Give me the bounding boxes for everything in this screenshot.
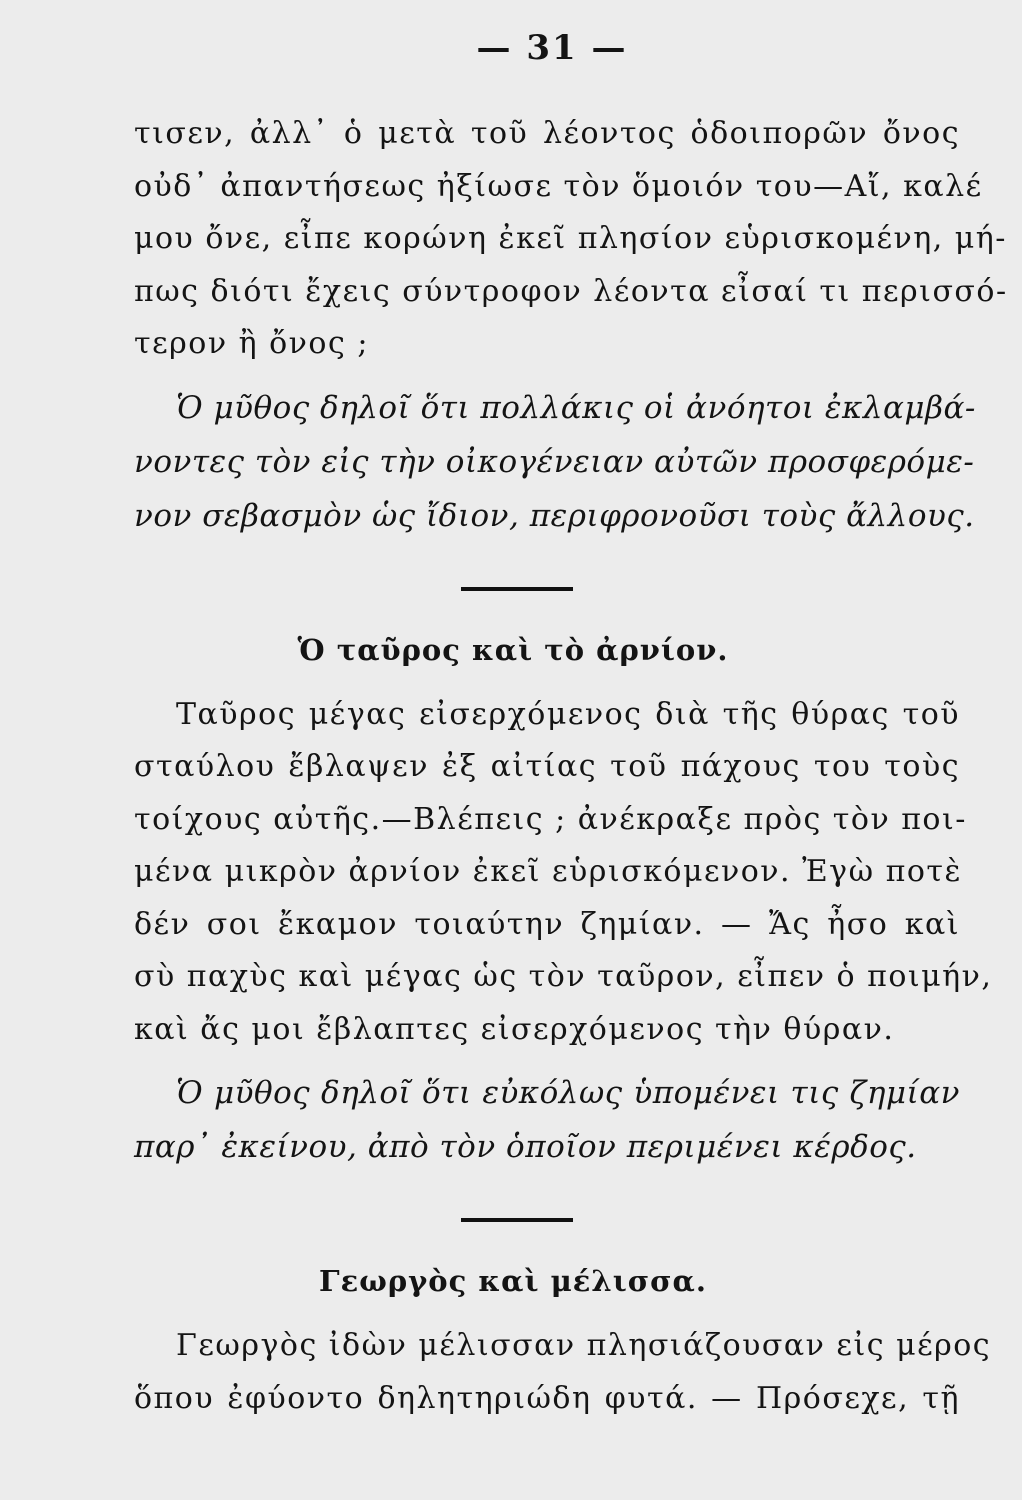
text-line: τοίχους αὐτῆς.—Βλέπεις ; ἀνέκραξε πρὸς τὸν ποι- xyxy=(134,801,967,837)
fable-body xyxy=(134,1320,992,1425)
section-divider xyxy=(461,587,573,591)
moral-line: Ὁ μῦθος δηλοῖ ὅτι εὐκόλως ὑπομένει τις ζημίαν xyxy=(176,1075,960,1111)
text-line: καὶ ἄς μοι ἔβλαπτες εἰσερχόμενος τὴν θύραν. xyxy=(134,1011,895,1047)
moral-line: παρ᾿ ἐκείνου, ἀπὸ τὸν ὁποῖον περιμένει κέρδος. xyxy=(134,1129,917,1165)
fable-continuation xyxy=(134,108,1008,371)
text-line: σὺ παχὺς καὶ μέγας ὡς τὸν ταῦρον, εἶπεν ὁ ποιμήν, xyxy=(134,959,993,994)
text-line: δέν σοι ἔκαμον τοιαύτην ζημίαν. — Ἄς ἦσο καὶ xyxy=(134,906,960,942)
text-line: Ταῦρος μέγας εἰσερχόμενος διὰ τῆς θύρας τοῦ xyxy=(176,696,960,732)
fable-body xyxy=(134,689,993,1057)
page-number: — 31 — xyxy=(476,28,628,68)
text-line: ὅπου ἐφύοντο δηλητηριώδη φυτά. — Πρόσεχε, τῇ xyxy=(134,1380,960,1416)
text-line: Γεωργὸς ἰδὼν μέλισσαν πλησιάζουσαν εἰς μέρος xyxy=(176,1328,992,1363)
fable-title: Ὁ ταῦρος καὶ τὸ ἀρνίον. xyxy=(297,632,729,667)
text-line: τισεν, ἀλλ᾿ ὁ μετὰ τοῦ λέοντος ὁδοιπορῶν ὄνος xyxy=(134,116,960,151)
fable-moral xyxy=(134,1066,960,1174)
text-line: τερον ἢ ὄνος ; xyxy=(134,326,369,361)
fable-moral xyxy=(134,381,976,543)
moral-line: νον σεβασμὸν ὡς ἴδιον, περιφρονοῦσι τοὺς ἄλλους. xyxy=(134,497,975,534)
text-line: πως διότι ἔχεις σύντροφον λέοντα εἶσαί τι περισσό- xyxy=(134,273,1008,309)
text-line: οὐδ᾿ ἀπαντήσεως ἠξίωσε τὸν ὅμοιόν του—Αἴ, καλέ xyxy=(134,168,983,204)
moral-line: νοντες τὸν εἰς τὴν οἰκογένειαν αὐτῶν προσφερόμε- xyxy=(134,443,975,480)
moral-line: Ὁ μῦθος δηλοῖ ὅτι πολλάκις οἱ ἀνόητοι ἐκλαμβά- xyxy=(176,389,976,426)
fable-title: Γεωργὸς καὶ μέλισσα. xyxy=(319,1264,707,1298)
text-line: μένα μικρὸν ἀρνίον ἐκεῖ εὑρισκόμενον. Ἐγὼ ποτὲ xyxy=(134,854,963,889)
text-line: μου ὄνε, εἶπε κορώνη ἐκεῖ πλησίον εὑρισκομένη, μή- xyxy=(134,221,1007,256)
text-line: σταύλου ἔβλαψεν ἐξ αἰτίας τοῦ πάχους του τοὺς xyxy=(134,749,960,784)
section-divider xyxy=(461,1218,573,1222)
